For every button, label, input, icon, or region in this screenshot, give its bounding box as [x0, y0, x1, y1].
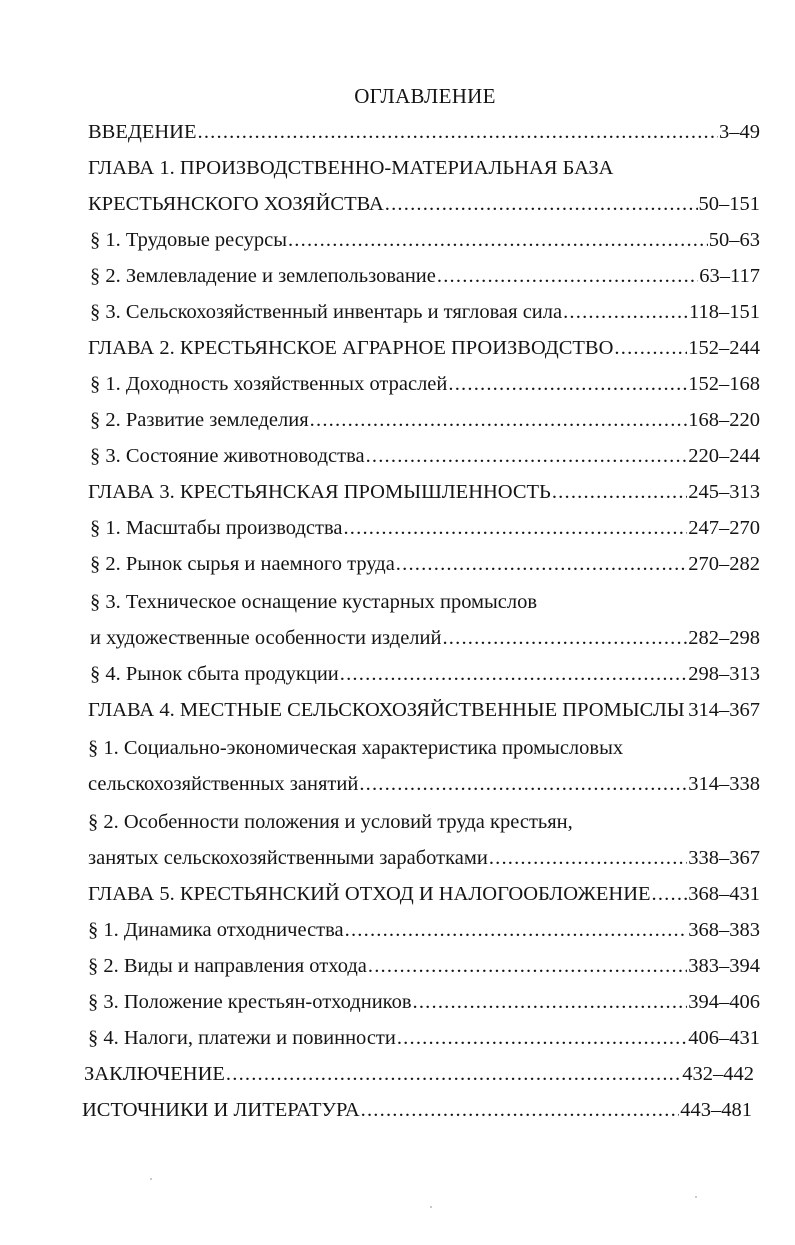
toc-entry-pages: 298–313	[688, 663, 760, 685]
leader-dots	[385, 186, 698, 222]
toc-entry-pages: 338–367	[688, 847, 760, 869]
scan-speck	[430, 1206, 432, 1208]
toc-entry-ch5-sec4	[88, 1020, 760, 1056]
leader-dots	[413, 984, 688, 1020]
toc-entry-introduction	[88, 114, 760, 150]
toc-entry-label: § 1. Трудовые ресурсы	[90, 229, 287, 251]
toc-entry-pages: 220–244	[688, 445, 760, 467]
toc-entry-ch5-sec2	[88, 948, 760, 984]
toc-entry-label: ИСТОЧНИКИ И ЛИТЕРАТУРА	[82, 1099, 360, 1121]
leader-dots	[614, 330, 687, 366]
toc-entry-pages: 50–151	[698, 193, 760, 215]
toc-entry-pages: 394–406	[688, 991, 760, 1013]
toc-entry-label: § 1. Динамика отходничества	[88, 919, 344, 941]
toc-entry-label: § 3. Техническое оснащение кустарных промыслов	[90, 591, 538, 613]
toc-entry-label: занятых сельскохозяйственными заработками	[88, 847, 488, 869]
leader-dots	[552, 474, 687, 510]
toc-entry-label: § 3. Сельскохозяйственный инвентарь и тягловая сила	[90, 301, 563, 323]
toc-entry-label: § 4. Налоги, платежи и повинности	[88, 1027, 396, 1049]
toc-entry-sources	[82, 1092, 752, 1128]
toc-entry-pages: 3–49	[719, 121, 760, 143]
toc-entry-ch4-sec1	[88, 766, 760, 802]
toc-entry-label: § 2. Рынок сырья и наемного труда	[90, 553, 395, 575]
toc-entry-label: ГЛАВА 3. КРЕСТЬЯНСКАЯ ПРОМЫШЛЕННОСТЬ	[88, 481, 551, 503]
toc-entry-label: § 3. Состояние животноводства	[90, 445, 365, 467]
toc-entry-ch1-sec3	[90, 294, 760, 330]
toc-entry-pages: 270–282	[688, 553, 760, 575]
leader-dots	[198, 114, 718, 150]
toc-entry-label: § 2. Виды и направления отхода	[88, 955, 367, 977]
scan-speck	[695, 1196, 697, 1198]
toc-entry-ch3-sec2	[90, 546, 760, 582]
toc-entry-chapter-3	[88, 474, 760, 510]
toc-entry-label: ЗАКЛЮЧЕНИЕ	[84, 1063, 225, 1085]
toc-entry-ch3-sec4	[90, 656, 760, 692]
leader-dots	[686, 692, 688, 728]
toc-entry-ch4-sec2-line-1	[88, 804, 760, 840]
toc-entry-chapter-5	[88, 876, 760, 912]
toc-entry-label: § 1. Масштабы производства	[90, 517, 343, 539]
toc-entry-chapter-1-line-1	[88, 150, 760, 186]
leader-dots	[359, 766, 687, 802]
toc-entry-pages: 152–168	[688, 373, 760, 395]
toc-entry-pages: 50–63	[708, 229, 760, 251]
toc-entry-chapter-2	[88, 330, 760, 366]
toc-entry-label: ГЛАВА 1. ПРОИЗВОДСТВЕННО-МАТЕРИАЛЬНАЯ БАЗА	[88, 157, 614, 179]
leader-dots	[310, 402, 688, 438]
leader-dots	[397, 1020, 687, 1056]
toc-entry-label: ВВЕДЕНИЕ	[88, 121, 197, 143]
toc-entry-pages: 247–270	[688, 517, 760, 539]
toc-entry-ch3-sec3-line-1	[90, 584, 760, 620]
leader-dots	[345, 912, 688, 948]
toc-entry-ch2-sec3	[90, 438, 760, 474]
toc-entry-pages: 406–431	[688, 1027, 760, 1049]
leader-dots	[652, 876, 688, 912]
toc-entry-pages: 368–383	[688, 919, 760, 941]
toc-entry-label: ГЛАВА 5. КРЕСТЬЯНСКИЙ ОТХОД И НАЛОГООБЛОЖЕНИЕ	[88, 883, 651, 905]
toc-entry-label: КРЕСТЬЯНСКОГО ХОЗЯЙСТВА	[88, 193, 384, 215]
leader-dots	[361, 1092, 680, 1128]
page-title: ОГЛАВЛЕНИЕ	[354, 84, 496, 108]
toc-entry-ch1-sec1	[90, 222, 760, 258]
toc-entry-pages: 432–442	[682, 1063, 754, 1085]
toc-entry-ch4-sec1-line-1	[88, 730, 760, 766]
toc-entry-label: и художественные особенности изделий	[90, 627, 442, 649]
leader-dots	[563, 294, 688, 330]
toc-entry-ch3-sec1	[90, 510, 760, 546]
toc-entry-ch1-sec2	[90, 258, 760, 294]
toc-entry-label: § 4. Рынок сбыта продукции	[90, 663, 339, 685]
leader-dots	[396, 546, 687, 582]
toc-entry-ch5-sec3	[88, 984, 760, 1020]
toc-entry-pages: 168–220	[688, 409, 760, 431]
leader-dots	[437, 258, 698, 294]
toc-entry-ch2-sec1	[90, 366, 760, 402]
toc-entry-label: ГЛАВА 4. МЕСТНЫЕ СЕЛЬСКОХОЗЯЙСТВЕННЫЕ ПРОМЫСЛЫ	[88, 699, 685, 721]
toc-entry-ch3-sec3	[90, 620, 760, 656]
scan-speck	[150, 1178, 152, 1180]
toc-entry-pages: 314–338	[688, 773, 760, 795]
toc-entry-pages: 314–367	[688, 699, 760, 721]
toc-entry-pages: 368–431	[688, 883, 760, 905]
leader-dots	[340, 656, 687, 692]
toc-entry-chapter-1	[88, 186, 760, 222]
toc-entry-ch5-sec1	[88, 912, 760, 948]
leader-dots	[366, 438, 688, 474]
toc-entry-ch4-sec2	[88, 840, 760, 876]
leader-dots	[288, 222, 708, 258]
leader-dots	[226, 1056, 681, 1092]
toc-entry-label: сельскохозяйственных занятий	[88, 773, 359, 795]
toc-entry-pages: 383–394	[688, 955, 760, 977]
toc-entry-label: § 2. Особенности положения и условий труда крестьян,	[88, 811, 573, 833]
toc-entry-label: § 2. Землевладение и землепользование	[90, 265, 436, 287]
toc-entry-pages: 118–151	[689, 301, 760, 323]
toc-entry-pages: 63–117	[699, 265, 760, 287]
leader-dots	[442, 620, 687, 656]
leader-dots	[489, 840, 687, 876]
toc-entry-chapter-4	[88, 692, 760, 728]
toc-entry-pages: 152–244	[688, 337, 760, 359]
toc-entry-label: § 1. Доходность хозяйственных отраслей	[90, 373, 448, 395]
toc-entry-label: § 1. Социально-экономическая характеристика промысловых	[88, 737, 624, 759]
toc-entry-label: § 2. Развитие земледелия	[90, 409, 309, 431]
leader-dots	[343, 510, 687, 546]
toc-entry-pages: 443–481	[680, 1099, 752, 1121]
toc-entry-label: ГЛАВА 2. КРЕСТЬЯНСКОЕ АГРАРНОЕ ПРОИЗВОДСТВО	[88, 337, 614, 359]
leader-dots	[448, 366, 687, 402]
toc-entry-pages: 282–298	[688, 627, 760, 649]
leader-dots	[368, 948, 687, 984]
toc-entry-conclusion	[84, 1056, 754, 1092]
toc-entry-pages: 245–313	[688, 481, 760, 503]
toc-entry-label: § 3. Положение крестьян-отходников	[88, 991, 412, 1013]
toc-entry-ch2-sec2	[90, 402, 760, 438]
